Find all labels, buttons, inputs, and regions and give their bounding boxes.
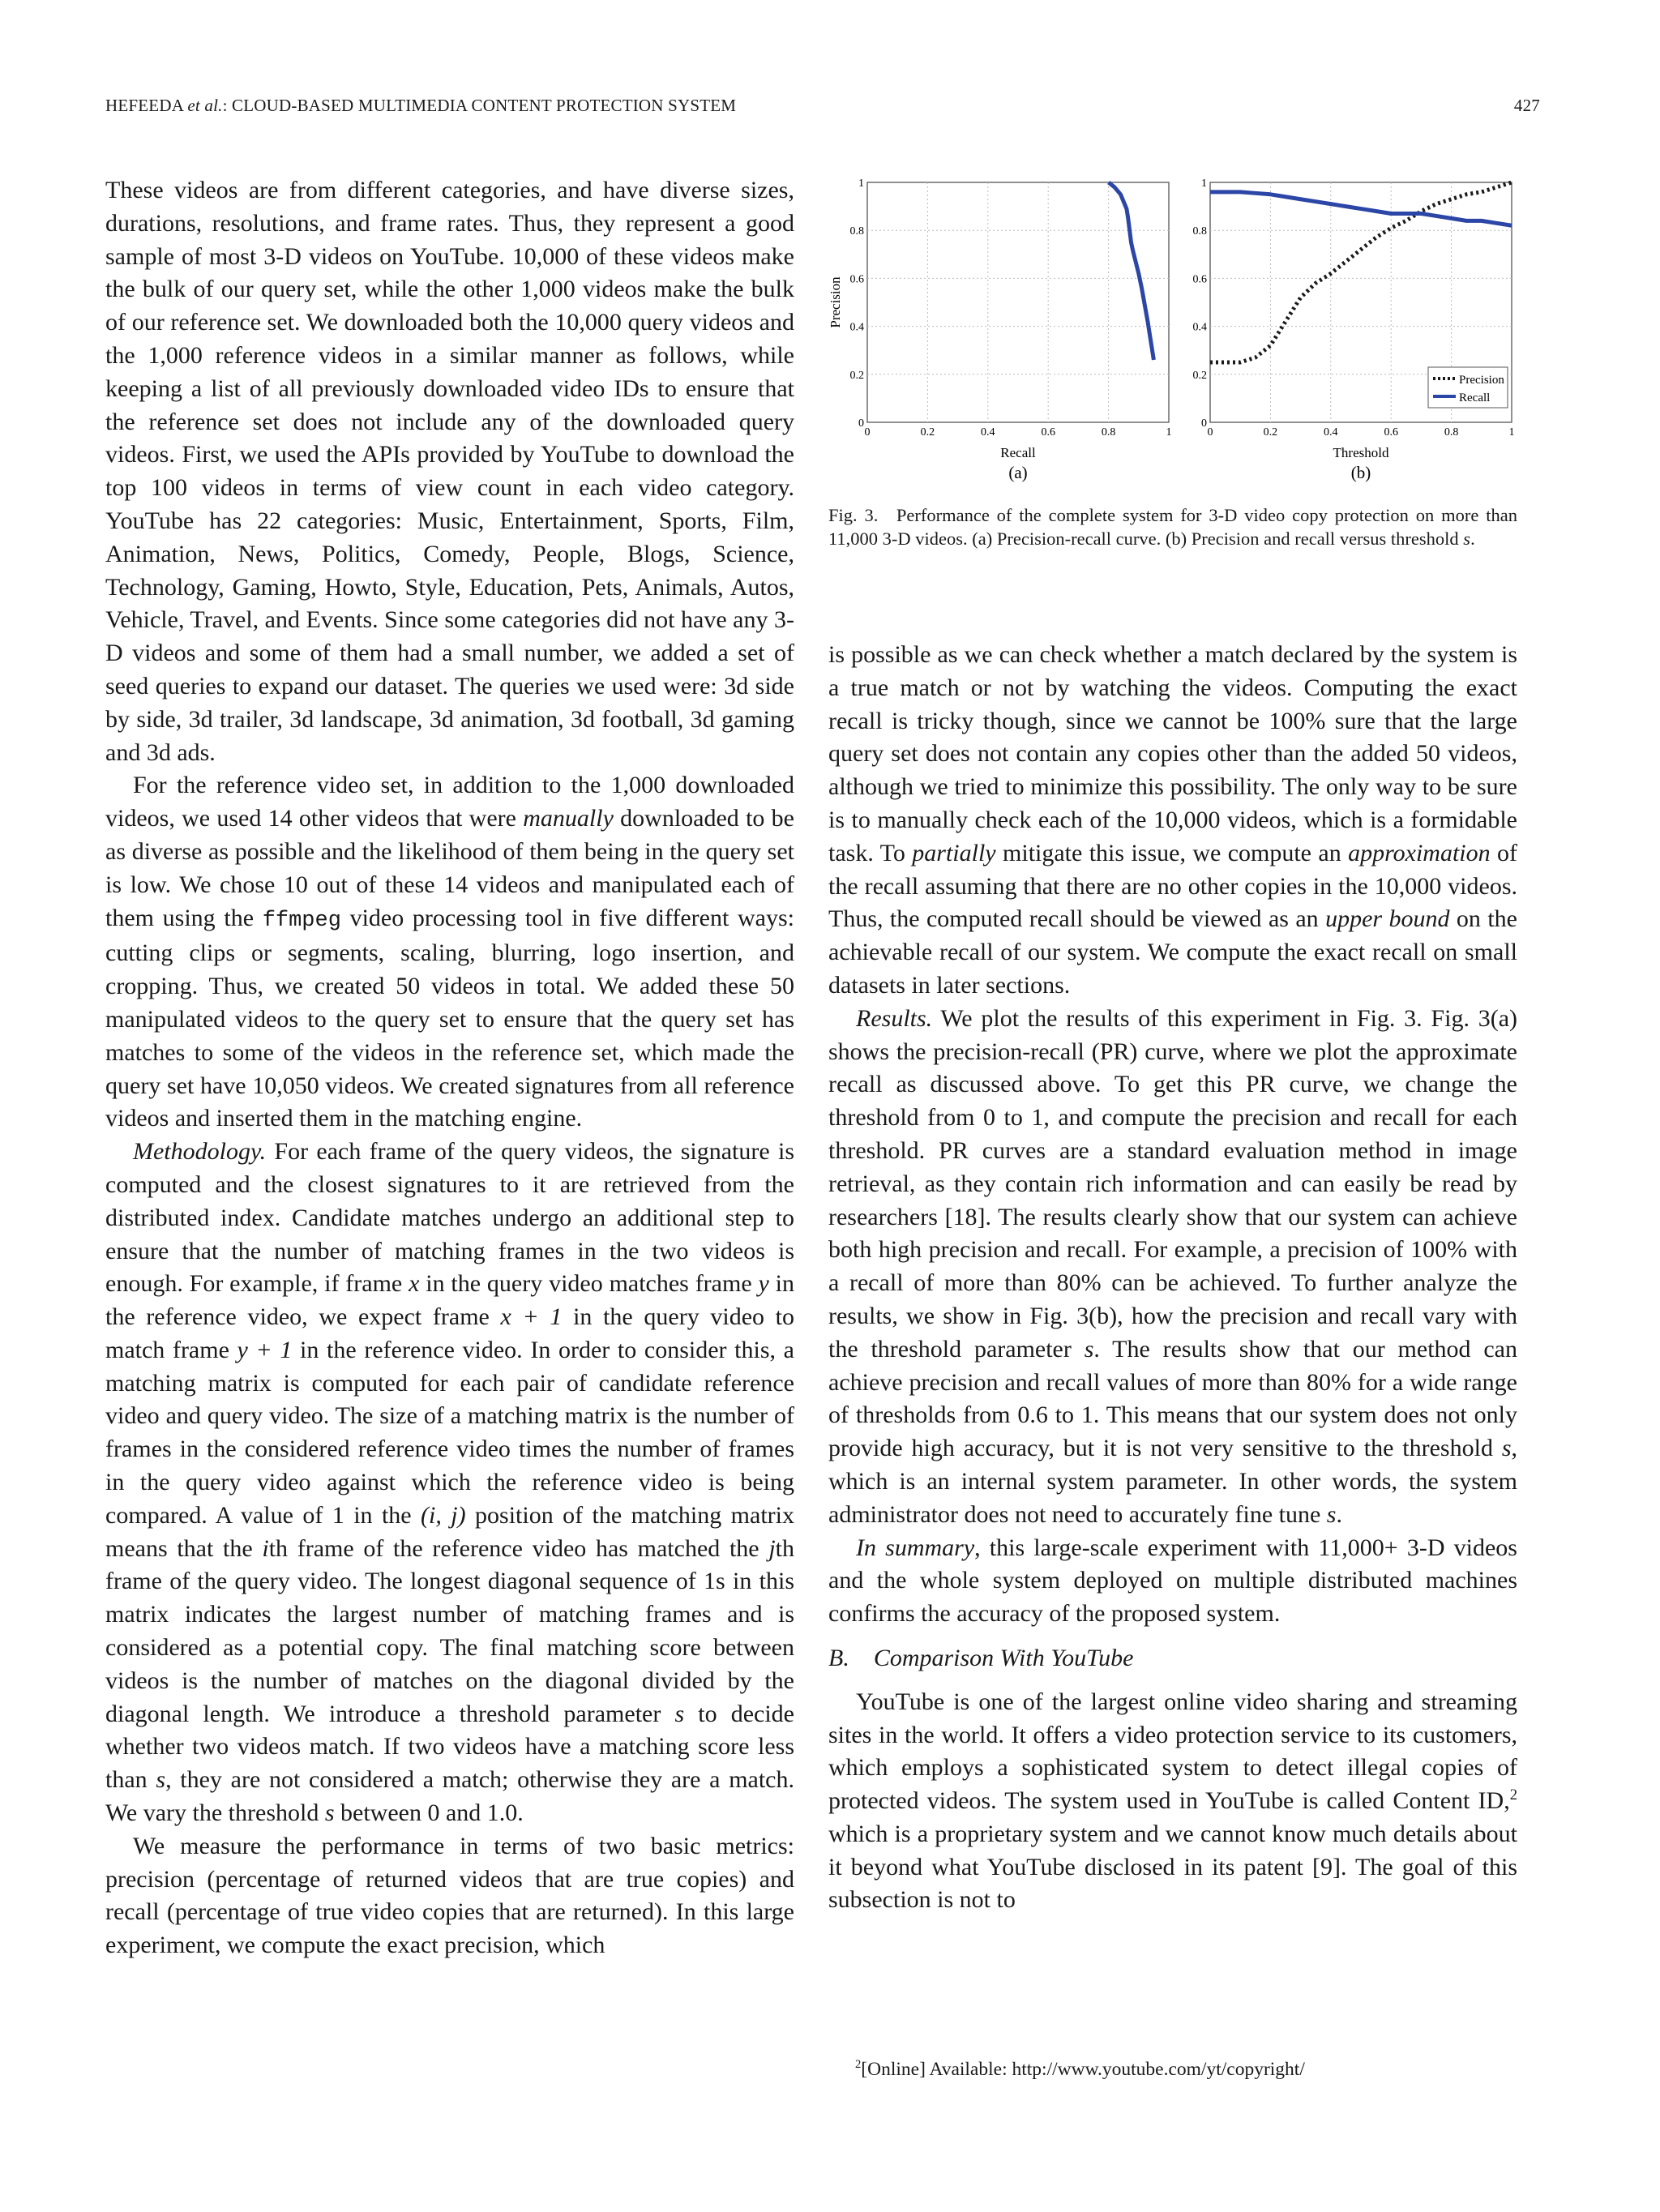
legend: [1428, 367, 1508, 408]
tick-label-y: 0.2: [1192, 369, 1207, 382]
running-head: HEFEEDA et al.: CLOUD-BASED MULTIMEDIA CONTENT PROTECTION SYSTEM: [105, 96, 737, 115]
tick-label-y: 0.6: [849, 273, 864, 286]
tick-label-x: 1: [1508, 426, 1515, 439]
tick-label-y: 0.8: [849, 225, 864, 238]
paragraph: YouTube is one of the largest online video sharing and streaming sites in the world. It offers a video protection service to its customers, which employs a sophisticated system to detect illegal copies of protected videos. The system used in YouTube is called Content ID,$^2$ which is a proprietary system and we cannot know much details about it beyond what YouTube disclosed in its patent [9]. The goal of this subsection is not to: [828, 1688, 1517, 1914]
left-column: [105, 174, 794, 1962]
tick-label-y: 0.4: [849, 321, 864, 334]
paragraph: These videos are from different categories, and have diverse sizes, durations, resolutions, and frame rates. Thus, they represent a good sample of most 3-D videos on YouTube. 10,000 of these videos make the bulk of our query set, while the other 1,000 videos make the bulk of our reference set. We downloaded both the 10,000 query videos and the 1,000 reference videos in a similar manner as follows, while keeping a list of all previously downloaded video IDs to ensure that the reference set does not include any of the downloaded query videos. First, we used the APIs provided by YouTube to download the top 100 videos in terms of view count in each video category. YouTube has 22 categories: Music, Entertainment, Sports, Film, Animation, News, Politics, Comedy, People, Blogs, Science, Technology, Gaming, Howto, Style, Education, Pets, Animals, Autos, Vehicle, Travel, and Events. Since some categories did not have any 3-D videos and some of them had a small number, we added a set of seed queries to expand our dataset. The queries we used were: 3d side by side, 3d trailer, 3d landscape, 3d animation, 3d football, 3d gaming and 3d ads.: [105, 177, 794, 766]
paragraph: For the reference video set, in addition to the 1,000 downloaded videos, we used 14 other videos that were manually downloaded to be as diverse as possible and the likelihood of them being in the query set is low. We chose 10 out of these 14 videos and manipulated each of them using the ffmpeg video processing tool in five different ways: cutting clips or segments, scaling, blurring, logo insertion, and cropping. Thus, we created 50 videos in total. We added these 50 manipulated videos to the query set to ensure that the query set has matches to some of the videos in the reference set, which made the query set have 10,050 videos. We created signatures from all reference videos and inserted them in the matching engine.: [105, 772, 794, 1132]
run-in-heading: Methodology.: [133, 1138, 267, 1166]
section-heading: B. Comparison With YouTube: [828, 1644, 1134, 1671]
figure-3: [819, 166, 1532, 486]
paragraph: In summary, this large-scale experiment with 11,000+ 3-D videos and the whole system deployed on multiple distributed machines confirms the accuracy of the proposed system.: [828, 1534, 1517, 1628]
tick-label-y: 0.2: [849, 369, 864, 382]
tick-label-y: 0.6: [1192, 273, 1207, 286]
paragraph: We measure the performance in terms of two basic metrics: precision (percentage of returned videos that are true copies) and recall (percentage of true video copies that are returned). In this large experiment, we compute the exact precision, which: [105, 1832, 794, 1959]
paragraph: Results. We plot the results of this experiment in Fig. 3. Fig. 3(a) shows the precision-recall (PR) curve, where we plot the approximate recall as discussed above. To get this PR curve, we change the threshold from 0 to 1, and compute the precision and recall for each threshold. PR curves are a standard evaluation method in image retrieval, as they contain rich information and can easily be read by researchers [18]. The results clearly show that our system can achieve both high precision and recall. For example, a precision of 100% with a recall of more than 80% can be achieved. To further analyze the results, we show in Fig. 3(b), how the precision and recall vary with the threshold parameter s. The results show that our method can achieve precision and recall values of more than 80% for a wide range of thresholds from 0.6 to 1. This means that our system does not only provide high accuracy, but it is not very sensitive to the threshold s, which is an internal system parameter. In other words, the system administrator does not need to accurately fine tune s.: [828, 1004, 1517, 1528]
legend-recall-label: Recall: [1459, 391, 1491, 404]
tick-label-y: 0: [1201, 417, 1207, 430]
paragraph: is possible as we can check whether a match declared by the system is a true match or not by watching the videos. Computing the exact recall is tricky though, since we cannot be 100% sure that the large query set does not contain any copies other than the added 50 videos, although we tried to minimize this possibility. The only way to be sure is to manually check each of the 10,000 videos, which is a formidable task. To partially mitigate this issue, we compute an approximation of the recall assuming that there are no other copies in the 10,000 videos. Thus, the computed recall should be viewed as an upper bound on the achievable recall of our system. We compute the exact recall on small datasets in later sections.: [828, 641, 1518, 999]
subfig-a-label: (a): [1008, 463, 1028, 482]
tick-label-x: 0: [864, 426, 871, 439]
footnote: $^2$[Online] Available: http://www.youtube.com/yt/copyright/: [855, 2058, 1305, 2080]
right-column: [828, 639, 1517, 1917]
tick-label-x: 0.8: [1444, 426, 1459, 439]
series-line-recall: [1210, 192, 1512, 225]
tick-label-y: 0.4: [1192, 321, 1207, 334]
tick-label-x: 0.8: [1101, 426, 1116, 439]
footnote-ref: 2: [1509, 1786, 1517, 1804]
paragraph: Methodology. For each frame of the query videos, the signature is computed and the closest signatures to it are retrieved from the distributed index. Candidate matches undergo an additional step to ensure that the number of matching frames in the two videos is enough. For example, if frame x in the query video matches frame y in the reference video, we expect frame x + 1 in the query video to match frame y + 1 in the reference video. In order to consider this, a matching matrix is computed for each pair of candidate reference video and query video. The size of a matching matrix is the number of frames in the considered reference video times the number of frames in the query video against which the reference video is being compared. A value of 1 in the (i, j) position of the matching matrix means that the ith frame of the reference video has matched the jth frame of the query video. The longest diagonal sequence of 1s in this matrix indicates the largest number of matching frames and is considered as a potential copy. The final matching score between videos is the number of matches on the diagonal divided by the diagonal length. We introduce a threshold parameter s to decide whether two videos match. If two videos have a matching score less than s, they are not considered a match; otherwise they are a match. We vary the threshold s between 0 and 1.0.: [105, 1138, 795, 1827]
tick-label-x: 1: [1166, 426, 1172, 439]
plot-a-xlabel: Recall: [1000, 445, 1036, 460]
plot-b-xlabel: Threshold: [1333, 445, 1389, 460]
figure-caption: Fig. 3. Performance of the complete system for 3-D video copy protection on more than 11,000 3-D videos. (a) Precision-recall curve. (b) Precision and recall versus threshold s.: [828, 505, 1517, 549]
tick-label-x: 0.4: [1324, 426, 1338, 439]
plot-a-ylabel: Precision: [828, 276, 843, 328]
tick-label-x: 0.2: [920, 426, 935, 439]
page-number: 427: [1513, 96, 1540, 115]
tick-label-x: 0.4: [981, 426, 995, 439]
figure-3-plots: [819, 166, 1532, 486]
tick-label-x: 0.6: [1384, 426, 1398, 439]
tick-label-y: 1: [1201, 178, 1207, 190]
code-ffmpeg: ffmpeg: [262, 908, 341, 933]
subfig-b-label: (b): [1350, 463, 1371, 482]
tick-label-x: 0.2: [1263, 426, 1278, 439]
legend-precision-label: Precision: [1459, 374, 1504, 387]
tick-label-y: 1: [858, 178, 864, 190]
subplot-b: [1193, 178, 1515, 482]
tick-label-y: 0.8: [1192, 225, 1207, 238]
series-line-precision-recall: [1109, 182, 1154, 360]
subplot-a: [828, 178, 1172, 482]
page-header: [105, 96, 1540, 120]
plot-a-frame: [867, 182, 1169, 422]
tick-label-x: 0: [1207, 426, 1213, 439]
run-in-heading: Results.: [856, 1004, 933, 1032]
tick-label-x: 0.6: [1041, 426, 1055, 439]
tick-label-y: 0: [858, 417, 864, 430]
